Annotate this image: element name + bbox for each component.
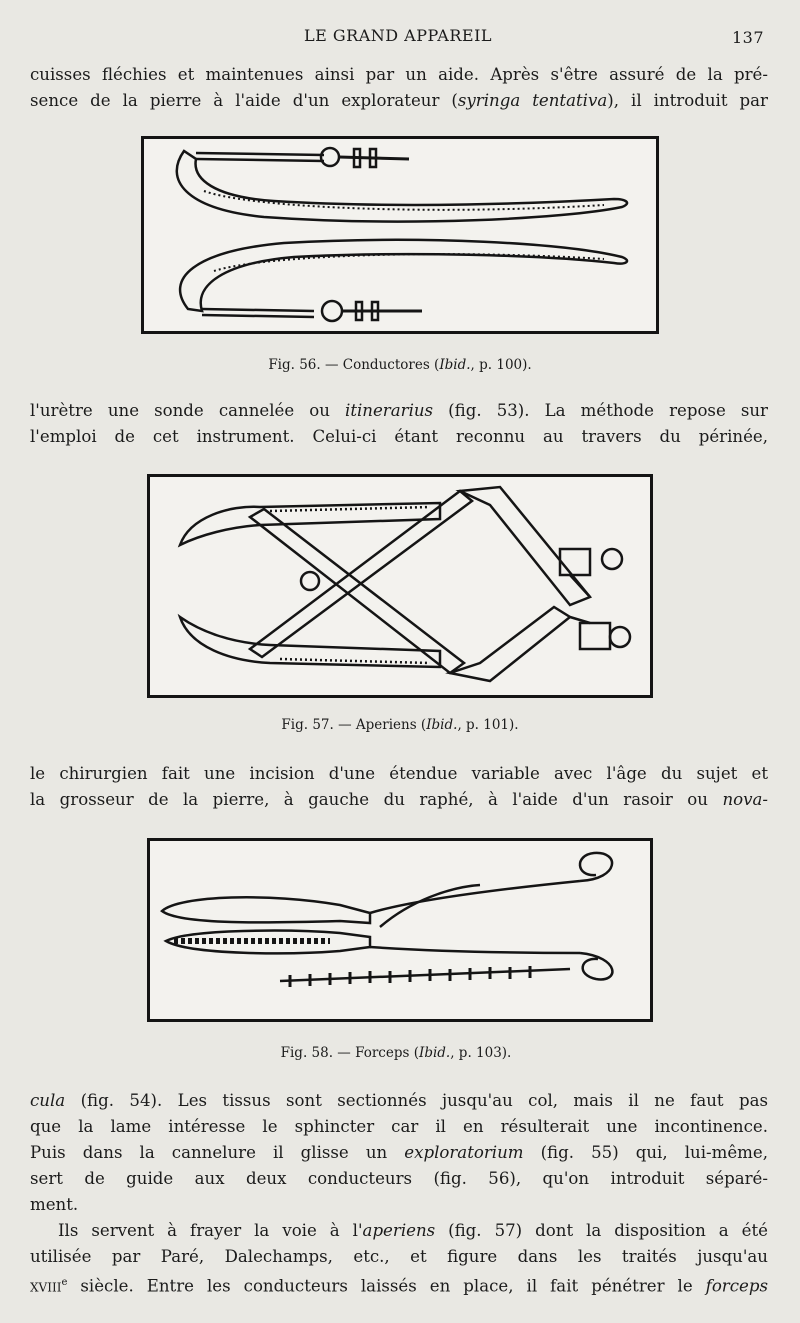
running-header (30, 26, 766, 50)
paragraph-4 (30, 1088, 768, 1218)
paragraph-2 (30, 398, 768, 450)
figure-56-conductores (141, 136, 659, 334)
aperiens-illustration (150, 477, 650, 695)
figure-58-caption: Fig. 58. — Forceps (Ibid., p. 103). (280, 1045, 512, 1061)
text-line: ment. (30, 1195, 79, 1214)
text-line: le chirurgien fait une incision d'une étendue variable avec l'âge du sujet et (30, 764, 768, 783)
running-title: LE GRAND APPAREIL (303, 26, 493, 45)
text-line: sence de la pierre à l'aide d'un explorateur (syringa tentativa), il introduit par (30, 91, 768, 110)
text-line: sert de guide aux deux conducteurs (fig. 56), qu'on introduit séparé- (30, 1169, 768, 1188)
text-line: utilisée par Paré, Dalechamps, etc., et figure dans les traités jusqu'au (30, 1247, 768, 1266)
text-line: xviii$^e$ siècle. Entre les conducteurs laissés en place, il fait pénétrer le forceps (30, 1276, 768, 1296)
text-line: la grosseur de la pierre, à gauche du raphé, à l'aide d'un rasoir ou nova- (30, 790, 768, 809)
text-line: que la lame intéresse le sphincter car il en résulterait une incontinence. (30, 1117, 768, 1136)
paragraph-3 (30, 761, 768, 813)
paragraph-1 (30, 62, 768, 114)
text-line: cula (fig. 54). Les tissus sont sectionnés jusqu'au col, mais il ne faut pas (30, 1091, 768, 1110)
text-line: Ils servent à frayer la voie à l'aperiens (fig. 57) dont la disposition a été (58, 1221, 768, 1240)
forceps-illustration (150, 841, 650, 1019)
text-line: cuisses fléchies et maintenues ainsi par un aide. Après s'être assuré de la pré- (30, 65, 768, 84)
text-line: l'emploi de cet instrument. Celui-ci étant reconnu au travers du périnée, (30, 427, 768, 446)
figure-56-caption: Fig. 56. — Conductores (Ibid., p. 100). (268, 357, 532, 373)
figure-57-caption: Fig. 57. — Aperiens (Ibid., p. 101). (281, 717, 519, 733)
figure-58-forceps (147, 838, 653, 1022)
conductores-illustration (144, 139, 656, 331)
figure-57-aperiens (147, 474, 653, 698)
paragraph-5 (30, 1218, 768, 1300)
text-line: l'urètre une sonde cannelée ou itinerarius (fig. 53). La méthode repose sur (30, 401, 768, 420)
page-number: 137 (731, 28, 764, 47)
text-line: Puis dans la cannelure il glisse un exploratorium (fig. 55) qui, lui-même, (30, 1143, 768, 1162)
